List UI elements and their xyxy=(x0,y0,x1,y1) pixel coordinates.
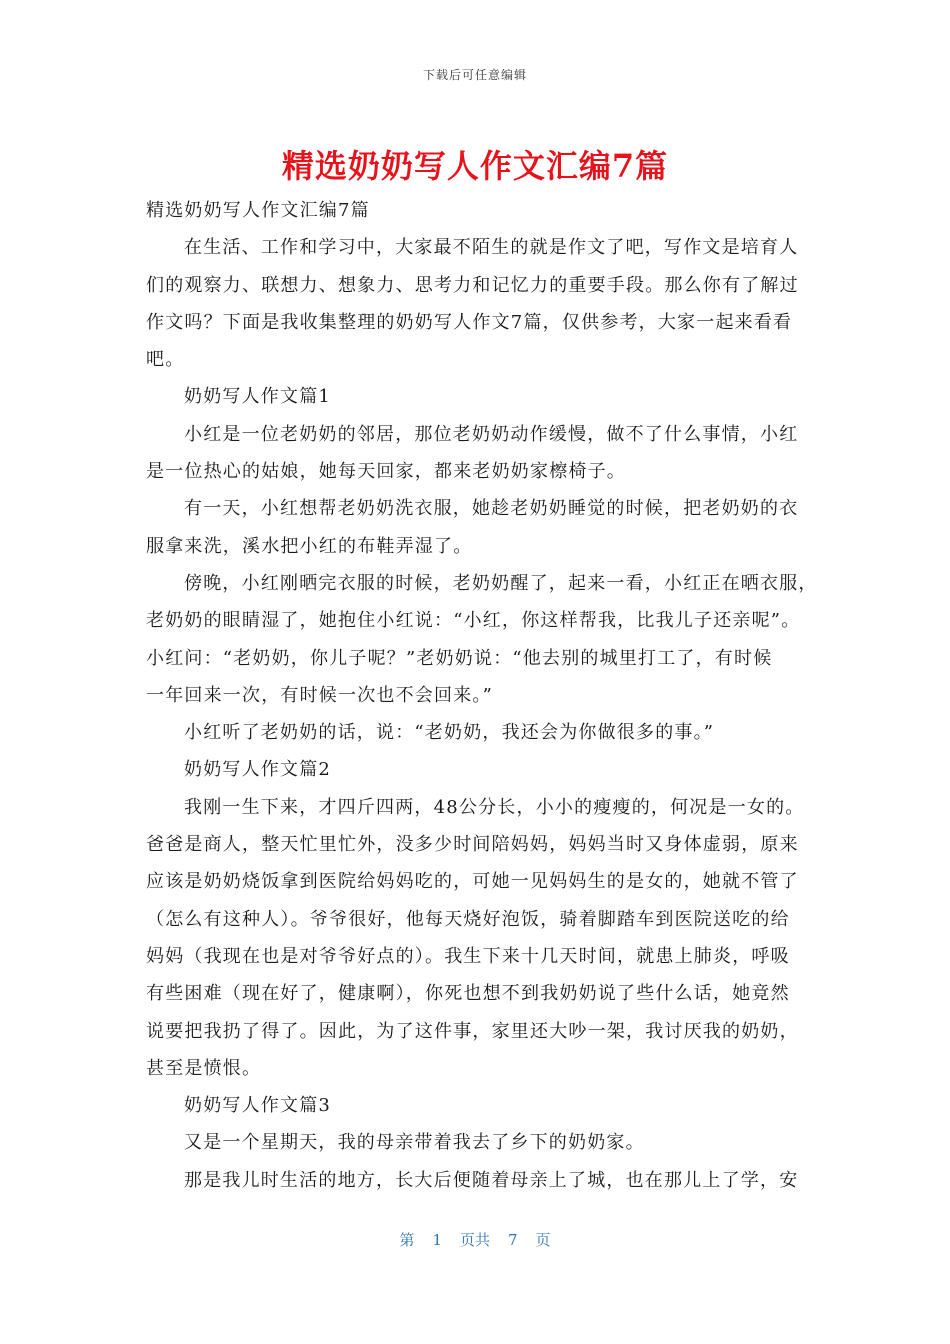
footer-suffix: 页 xyxy=(535,1231,551,1249)
text-line: 甚至是愤恨。 xyxy=(146,1057,262,1079)
page-footer xyxy=(0,1229,950,1250)
text-line: 在生活、工作和学习中，大家最不陌生的就是作文了吧，写作文是培育人 xyxy=(184,237,799,259)
text-line: 应该是奶奶烧饭拿到医院给妈妈吃的，可她一见妈妈生的是女的，她就不管了 xyxy=(146,871,799,893)
text-line: 奶奶写人作文篇3 xyxy=(184,1095,332,1117)
text-line: 我刚一生下来，才四斤四两，48公分长，小小的瘦瘦的，何况是一女的。 xyxy=(184,796,805,818)
text-line: 傍晚，小红刚晒完衣服的时候，老奶奶醒了，起来一看，小红正在晒衣服， xyxy=(184,572,818,594)
text-line: 老奶奶的眼睛湿了，她抱住小红说：“小红，你这样帮我，比我儿子还亲呢”。 xyxy=(146,610,801,632)
footer-prefix: 第 xyxy=(399,1231,415,1249)
text-line: （怎么有这种人）。爷爷很好，他每天烧好泡饭，骑着脚踏车到医院送吃的给 xyxy=(146,908,790,930)
text-line: 是一位热心的姑娘，她每天回家，都来老奶奶家檫椅子。 xyxy=(146,461,626,483)
footer-page-number: 1 xyxy=(432,1231,442,1249)
text-line: 爸爸是商人，整天忙里忙外，没多少时间陪妈妈，妈妈当时又身体虚弱，原来 xyxy=(146,834,799,856)
text-line: 作文吗？下面是我收集整理的奶奶写人作文7篇，仅供参考，大家一起来看看 xyxy=(146,311,793,333)
footer-total-pages: 7 xyxy=(508,1231,518,1249)
text-line: 有一天，小红想帮老奶奶洗衣服，她趁老奶奶睡觉的时候，把老奶奶的衣 xyxy=(184,498,799,520)
header-note: 下载后可任意编辑 xyxy=(422,68,527,82)
document-title: 精选奶奶写人作文汇编7篇 xyxy=(281,147,669,185)
text-line: 吧。 xyxy=(146,349,185,371)
text-line: 们的观察力、联想力、想象力、思考力和记忆力的重要手段。那么你有了解过 xyxy=(146,274,799,296)
text-line: 又是一个星期天，我的母亲带着我去了乡下的奶奶家。 xyxy=(184,1132,645,1154)
footer-middle: 页共 xyxy=(459,1231,490,1249)
text-line: 奶奶写人作文篇1 xyxy=(184,386,332,408)
text-line: 小红是一位老奶奶的邻居，那位老奶奶动作缓慢，做不了什么事情，小红 xyxy=(184,423,799,445)
text-line: 小红听了老奶奶的话，说：“老奶奶，我还会为你做很多的事。” xyxy=(184,722,715,744)
text-line: 一年回来一次，有时候一次也不会回来。” xyxy=(146,684,494,706)
document-body xyxy=(146,192,818,1199)
text-line: 那是我儿时生活的地方，长大后便随着母亲上了城，也在那儿上了学，安 xyxy=(184,1169,799,1191)
text-line: 小红问：“老奶奶，你儿子呢？”老奶奶说：“他去别的城里打工了，有时候 xyxy=(146,647,773,669)
text-line: 说要把我扔了得了。因此，为了这件事，家里还大吵一架，我讨厌我的奶奶， xyxy=(146,1020,799,1042)
text-line: 有些困难（现在好了，健康啊），你死也想不到我奶奶说了些什么话，她竟然 xyxy=(146,983,790,1005)
text-line: 精选奶奶写人作文汇编7篇 xyxy=(146,200,370,221)
text-line: 妈妈（我现在也是对爷爷好点的）。我生下来十几天时间，就患上肺炎，呼吸 xyxy=(146,945,790,967)
text-line: 服拿来洗，溪水把小红的布鞋弄湿了。 xyxy=(146,535,473,557)
text-line: 奶奶写人作文篇2 xyxy=(184,759,332,781)
